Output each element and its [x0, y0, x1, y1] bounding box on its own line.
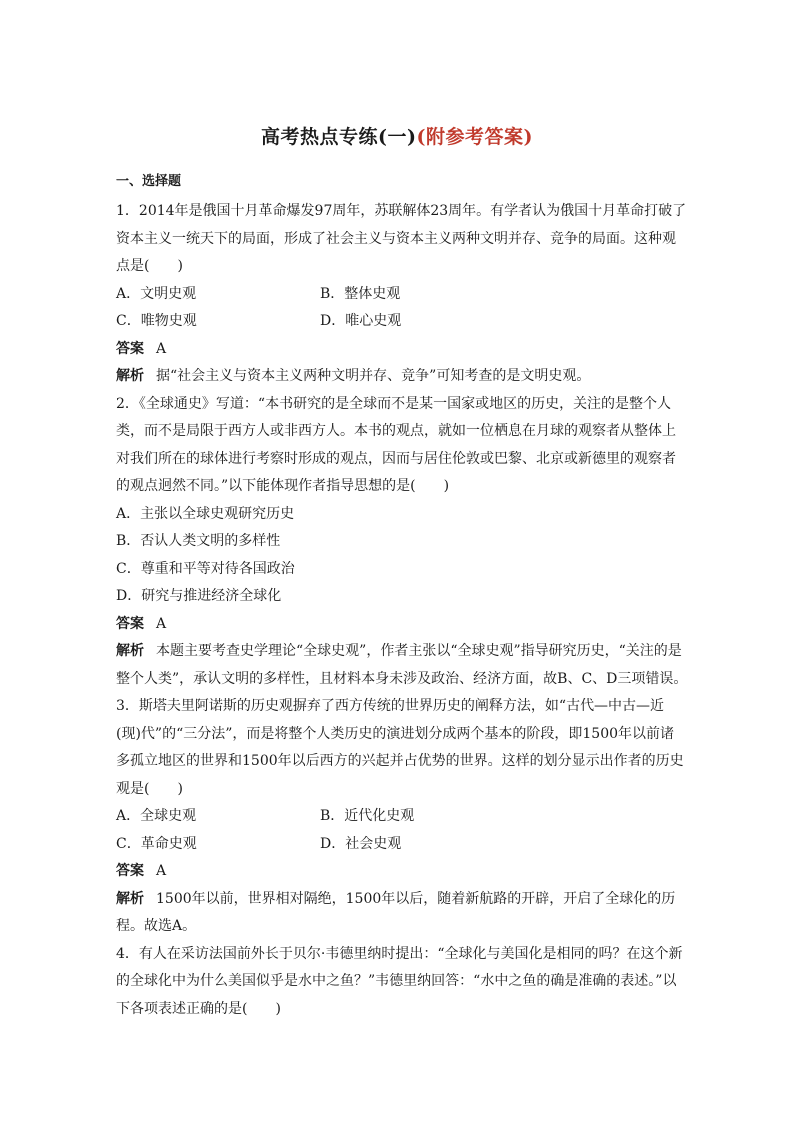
option: A．文明史观: [116, 285, 197, 302]
option: B．整体史观: [320, 285, 401, 302]
question-3-options-row-2: [116, 831, 688, 859]
content: [116, 170, 688, 1023]
answer-value: A: [156, 615, 167, 632]
analysis-text: 1500年以前，世界相对隔绝，1500年以后，随着新航路的开辟，开启了全球化的历程。故选A。: [116, 890, 676, 934]
question-3-answer: [116, 858, 688, 886]
option: C．革命史观: [116, 835, 197, 852]
option: D．研究与推进经济全球化: [116, 588, 282, 604]
question-1-options-row-2: [116, 308, 688, 336]
answer-label: 答案: [116, 863, 144, 879]
option: B．否认人类文明的多样性: [116, 533, 281, 549]
answer-value: A: [156, 863, 167, 879]
title-main: 高考热点专练(一): [261, 126, 417, 148]
section-heading: 一、选择题: [116, 174, 182, 189]
question-1-answer: [116, 336, 688, 364]
page-title: [0, 122, 794, 149]
analysis-label: 解析: [116, 368, 144, 384]
answer-label: 答案: [116, 340, 144, 357]
option: B．近代化史观: [320, 808, 415, 824]
analysis-text: 据“社会主义与资本主义两种文明并存、竞争”可知考查的是文明史观。: [156, 368, 591, 384]
question-1-stem: 1．2014年是俄国十月革命爆发97周年，苏联解体23周年。有学者认为俄国十月革命打破了资本主义一统天下的局面，形成了社会主义与资本主义两种文明并存、竞争的局面。这种观点是( ): [116, 203, 687, 274]
analysis-label: 解析: [116, 890, 144, 907]
analysis-label: 解析: [116, 643, 144, 659]
analysis-text: 本题主要考查史学理论“全球史观”，作者主张以“全球史观”指导研究历史，“关注的是整个人类”，承认文明的多样性，且材料本身未涉及政治、经济方面，故B、C、D三项错误。: [116, 643, 688, 687]
option: C．尊重和平等对待各国政治: [116, 560, 295, 577]
question-2-answer: [116, 611, 688, 639]
option: A．全球史观: [116, 808, 197, 824]
question-2-stem: 2．《全球通史》写道：“本书研究的是全球而不是某一国家或地区的历史，关注的是整个人类，而不是局限于西方人或非西方人。本书的观点，就如一位栖息在月球的观察者从整体上对我们所在的球体进行考察时形成的观点，因而与居住伦敦或巴黎、北京或新德里的观察者的观点迥然不同。”以下能体现作者指导思想的是( ): [116, 395, 676, 494]
question-3-analysis: [116, 886, 688, 941]
question-1-analysis: [116, 363, 688, 391]
option: D．唯心史观: [320, 313, 402, 329]
option: A．主张以全球史观研究历史: [116, 505, 295, 522]
answer-value: A: [156, 340, 167, 357]
question-4-stem: 4．有人在采访法国前外长于贝尔·韦德里纳时提出：“全球化与美国化是相同的吗？在这个新的全球化中为什么美国似乎是水中之鱼？”韦德里纳回答：“水中之鱼的确是准确的表述。”以下各项表述正确的是( ): [116, 945, 683, 1017]
title-note: (附参考答案): [416, 126, 533, 148]
question-3-options-row-1: [116, 803, 688, 831]
question-3-stem: 3．斯塔夫里阿诺斯的历史观摒弃了西方传统的世界历史的阐释方法，如“古代—中古—近(现)代”的“三分法”，而是将整个人类历史的演进划分成两个基本的阶段，即1500年以前诸多孤立地区的世界和1500年以后西方的兴起并占优势的世界。这样的划分显示出作者的历史观是( ): [116, 698, 684, 797]
question-1-options-row-1: [116, 281, 688, 309]
answer-label: 答案: [116, 615, 144, 632]
option: D．社会史观: [320, 835, 402, 852]
option: C．唯物史观: [116, 313, 197, 329]
question-2-analysis: [116, 638, 688, 693]
